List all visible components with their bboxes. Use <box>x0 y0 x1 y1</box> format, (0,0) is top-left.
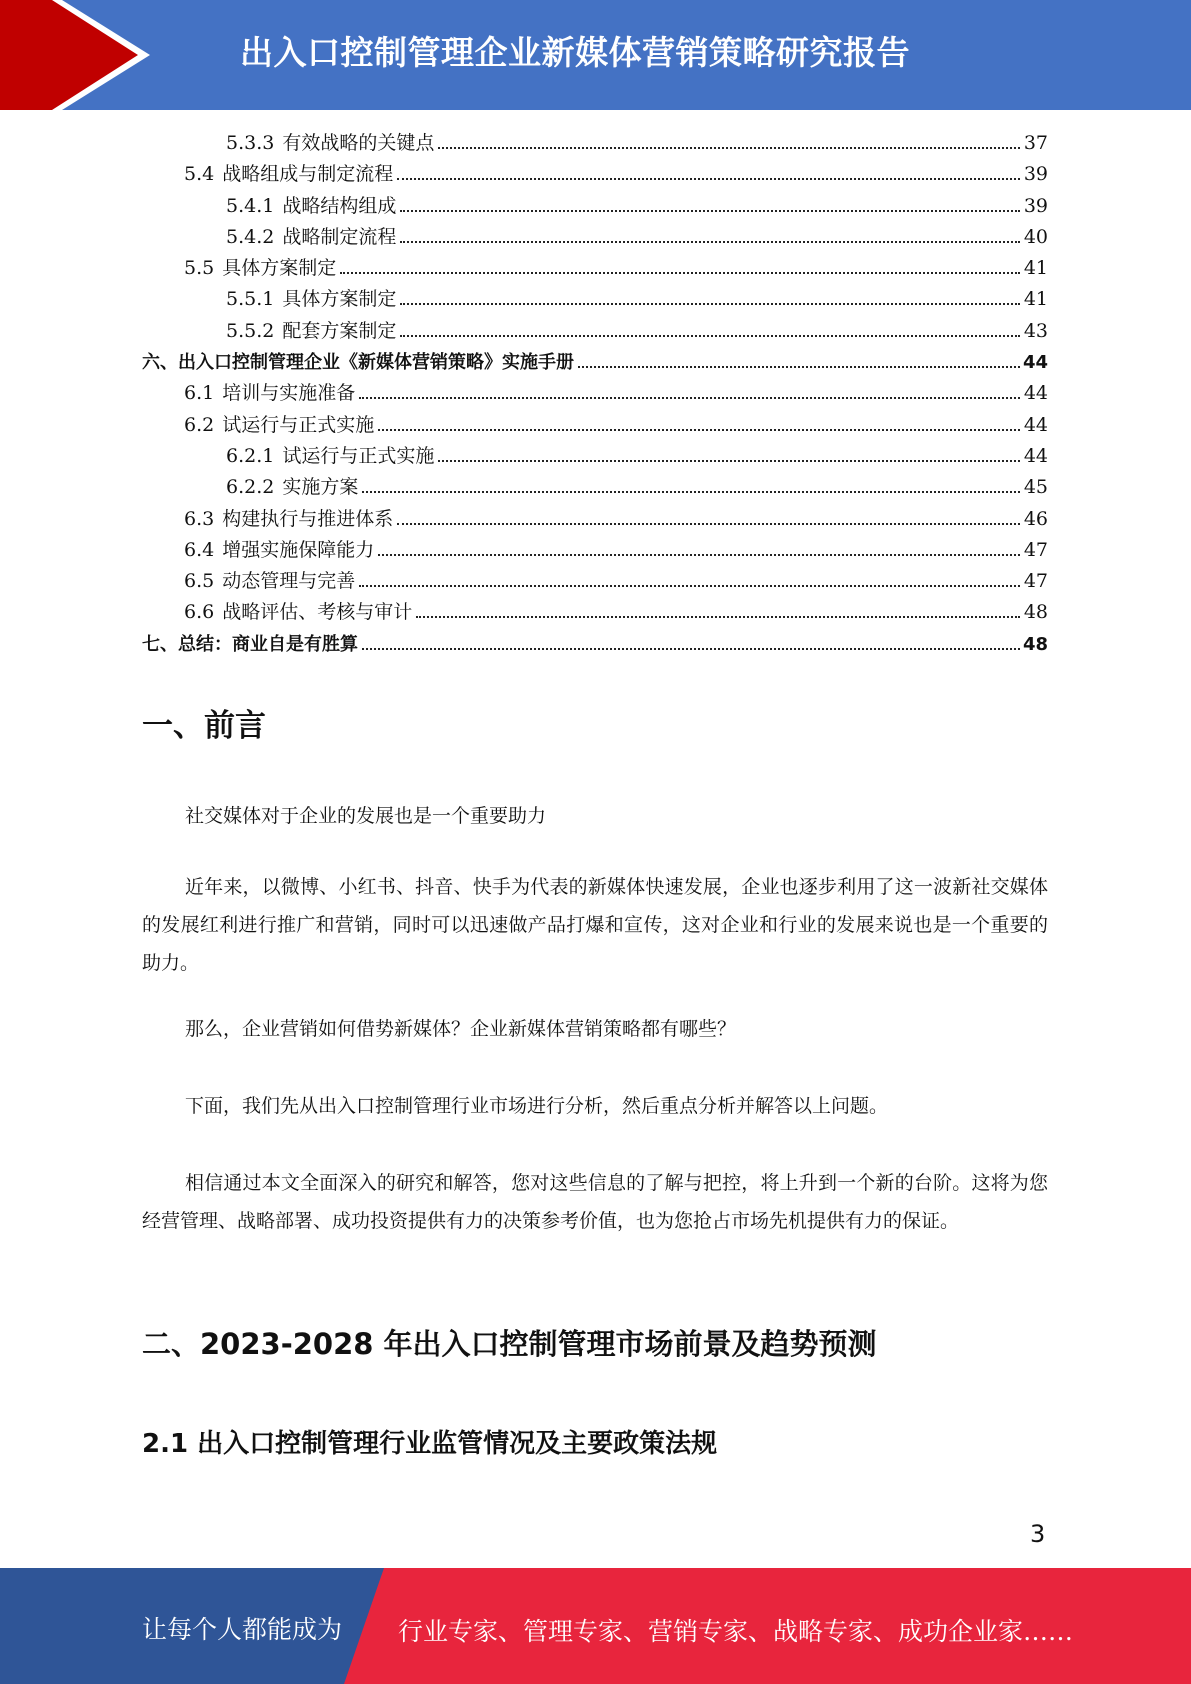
toc-entry-page: 48 <box>1022 633 1048 655</box>
toc-entry-page: 47 <box>1023 538 1048 561</box>
toc-entry[interactable] <box>142 128 1048 159</box>
toc-entry-number: 5.5.1 <box>226 288 275 311</box>
toc-entry-page: 39 <box>1023 194 1048 217</box>
page-header <box>0 0 1191 110</box>
toc-dot-leader <box>416 616 1020 618</box>
toc-entry-title: 配套方案制定 <box>282 319 397 342</box>
toc-entry-number: 5.4.1 <box>226 194 275 217</box>
toc-entry-page: 48 <box>1023 601 1048 624</box>
page-footer <box>0 1568 1191 1684</box>
toc-entry-number: 6.2 <box>184 413 215 436</box>
toc-entry-page: 44 <box>1023 413 1048 436</box>
toc-dot-leader <box>400 335 1020 337</box>
toc-entry-number: 6.4 <box>184 538 215 561</box>
toc-dot-leader <box>378 429 1020 431</box>
toc-entry-number: 6.2.1 <box>226 444 275 467</box>
toc-entry-title: 战略组成与制定流程 <box>222 163 394 186</box>
toc-entry-title: 有效战略的关键点 <box>282 132 435 154</box>
toc-entry-title: 六、出入口控制管理企业《新媒体营销策略》实施手册 <box>142 352 574 374</box>
page-number: 3 <box>1030 1520 1046 1548</box>
paragraph: 相信通过本文全面深入的研究和解答，您对这些信息的了解与把控，将上升到一个新的台阶。这将为您经营管理、战略部署、成功投资提供有力的决策参考价值，也为您抢占市场先机提供有力的保证。 <box>142 1172 1048 1232</box>
toc-entry-number: 6.3 <box>184 507 215 530</box>
toc-entry[interactable] <box>142 441 1048 472</box>
toc-entry-page: 44 <box>1023 382 1048 405</box>
toc-dot-leader <box>438 147 1020 149</box>
toc-entry[interactable] <box>142 159 1048 190</box>
section-2-heading: 二、2023-2028 年出入口控制管理市场前景及趋势预测 <box>142 1327 877 1361</box>
toc-entry[interactable] <box>142 597 1048 628</box>
report-title: 出入口控制管理企业新媒体营销策略研究报告 <box>240 33 910 72</box>
toc-entry-title: 战略评估、考核与审计 <box>222 601 413 624</box>
section-2-1-heading: 2.1 出入口控制管理行业监管情况及主要政策法规 <box>142 1429 718 1459</box>
toc-entry-page: 44 <box>1023 444 1048 467</box>
toc-dot-leader <box>400 303 1020 305</box>
toc-entry-number: 5.5.2 <box>226 319 275 342</box>
toc-entry-number: 6.6 <box>184 601 215 624</box>
toc-entry[interactable] <box>142 347 1048 378</box>
toc-entry[interactable] <box>142 253 1048 284</box>
table-of-contents <box>142 128 1048 660</box>
toc-entry-title: 培训与实施准备 <box>222 382 356 405</box>
toc-dot-leader <box>359 585 1020 587</box>
toc-entry-number: 6.1 <box>184 382 215 405</box>
toc-entry-page: 40 <box>1023 225 1048 248</box>
toc-entry-page: 44 <box>1022 352 1048 374</box>
toc-entry-page: 47 <box>1023 570 1048 593</box>
toc-entry-title: 构建执行与推进体系 <box>222 507 394 530</box>
toc-dot-leader <box>578 366 1020 368</box>
toc-dot-leader <box>359 397 1020 399</box>
toc-dot-leader <box>362 491 1020 493</box>
toc-entry[interactable] <box>142 472 1048 503</box>
footer-slogan-right: 行业专家、管理专家、营销专家、战略专家、成功企业家…… <box>398 1617 1074 1646</box>
toc-entry-page: 41 <box>1023 288 1048 311</box>
toc-entry[interactable] <box>142 191 1048 222</box>
toc-entry-page: 46 <box>1023 507 1048 530</box>
toc-entry-number: 5.4 <box>184 163 215 186</box>
toc-entry-title: 动态管理与完善 <box>222 570 356 593</box>
toc-entry-number: 5.5 <box>184 257 215 280</box>
toc-entry-title: 七、总结：商业自是有胜算 <box>142 633 358 655</box>
toc-entry-page: 43 <box>1023 319 1048 342</box>
toc-entry[interactable] <box>142 410 1048 441</box>
toc-entry[interactable] <box>142 222 1048 253</box>
toc-dot-leader <box>397 178 1020 180</box>
toc-entry-page: 45 <box>1023 476 1048 499</box>
toc-entry-title: 试运行与正式实施 <box>222 413 375 436</box>
toc-entry-title: 战略制定流程 <box>282 225 397 248</box>
toc-entry[interactable] <box>142 566 1048 597</box>
toc-entry-title: 增强实施保障能力 <box>222 538 375 561</box>
paragraph: 近年来，以微博、小红书、抖音、快手为代表的新媒体快速发展，企业也逐步利用了这一波新社交媒体的发展红利进行推广和营销，同时可以迅速做产品打爆和宣传，这对企业和行业的发展来说也是一个重要的助力。 <box>142 876 1048 974</box>
toc-entry[interactable] <box>142 629 1048 660</box>
footer-slogan-left: 让每个人都能成为 <box>142 1615 343 1644</box>
toc-entry[interactable] <box>142 316 1048 347</box>
toc-entry-title: 实施方案 <box>282 476 359 499</box>
toc-entry-number: 5.3.3 <box>226 132 275 154</box>
toc-dot-leader <box>340 272 1020 274</box>
toc-dot-leader <box>400 210 1020 212</box>
toc-dot-leader <box>362 648 1020 650</box>
toc-dot-leader <box>397 523 1020 525</box>
paragraph: 那么，企业营销如何借势新媒体？企业新媒体营销策略都有哪些？ <box>185 1018 737 1040</box>
toc-entry[interactable] <box>142 535 1048 566</box>
toc-entry-title: 战略结构组成 <box>282 194 397 217</box>
toc-entry-number: 5.4.2 <box>226 225 275 248</box>
toc-entry-title: 试运行与正式实施 <box>282 444 435 467</box>
toc-entry-title: 具体方案制定 <box>282 288 397 311</box>
paragraph: 社交媒体对于企业的发展也是一个重要助力 <box>185 805 547 827</box>
toc-entry-page: 39 <box>1023 163 1048 186</box>
toc-dot-leader <box>438 460 1020 462</box>
toc-entry-number: 6.2.2 <box>226 476 275 499</box>
toc-dot-leader <box>400 241 1020 243</box>
toc-entry-number: 6.5 <box>184 570 215 593</box>
toc-entry-page: 41 <box>1023 257 1048 280</box>
preface-heading: 一、前言 <box>142 708 266 744</box>
toc-entry[interactable] <box>142 284 1048 315</box>
toc-dot-leader <box>378 554 1020 556</box>
toc-entry-page: 37 <box>1023 132 1048 154</box>
paragraph: 下面，我们先从出入口控制管理行业市场进行分析，然后重点分析并解答以上问题。 <box>185 1095 889 1117</box>
toc-entry-title: 具体方案制定 <box>222 257 337 280</box>
toc-entry[interactable] <box>142 378 1048 409</box>
toc-entry[interactable] <box>142 504 1048 535</box>
